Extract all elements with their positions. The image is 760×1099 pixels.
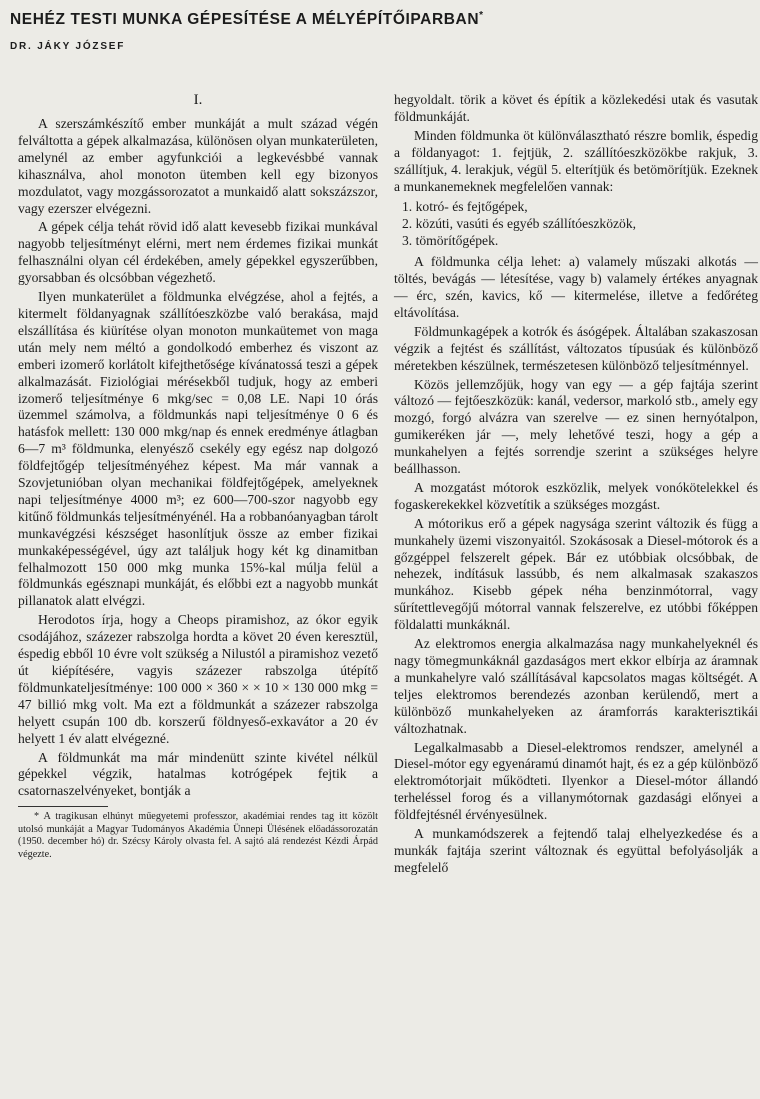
left-paragraph-5: A földmunkát ma már mindenütt szinte kivétel nélkül gépekkel végzik, hatalmas kotrógépek fejtik a csatornaszelvényeket, bontják a: [18, 749, 378, 799]
article-title-text: NEHÉZ TESTI MUNKA GÉPESÍTÉSE A MÉLYÉPÍTŐIPARBAN: [10, 11, 480, 29]
right-column: [394, 92, 758, 879]
list-item: 3. tömörítőgépek.: [402, 233, 499, 249]
left-paragraph-3: Ilyen munkaterület a földmunka elvégzése, ahol a fejtés, a kitermelt földanyagnak szállítóeszközbe való berakása, majd elszállítása és kiürítése olyan monoton munkaütemet von maga után mely nem méltó a gondolkodó emberhez és viszont az emberi izomerő korlátolt kifejthetősége kívánatossá teszi a gépek alkalmazását. Fiziológiai mérésekből tudjuk, hogy az emberi izomerő teljesítménye 6 mkg/sec = 0,08 LE. Napi 10 órás üzemmel számolva, a földmunkás napi teljesítménye 0 6 és hatásfok mellett: 130 000 mkg/nap és ennek eredménye átlagban 6—7 m³ földmunka, elenyésző csekély egy egész nap dolgozó földfejtőgép teljesítményéhez képest. Ma már vannak a Szovjetunióban olyan mechanikai földfejtőgépek, amelyeknek napi teljesítménye 4000 m³; ez 600—700-szor nagyobb egy kitűnő földmunkás teljesítményénél. Ha a robbanóanyagban tárolt munkavégzési készséget hasonlítjuk össze az ember fizikai munkaképességével, úgy azt találjuk hogy két kg dinamitban felhalmozott 150 000 mkg munka 15%-kal múlja felül a földmunkás egésznapi munkáját, és előbbi ezt a nagyobb munkát pillanatok alatt elvégzi.: [18, 289, 378, 609]
list-item: 2. közúti, vasúti és egyéb szállítóeszközök,: [402, 216, 637, 232]
list-item: 1. kotró- és fejtőgépek,: [402, 199, 528, 215]
right-paragraph-1: hegyoldalt. törik a követ és építik a közlekedési utak és vasutak földmunkáját.: [394, 92, 758, 124]
right-paragraph-3: A földmunka célja lehet: a) valamely műszaki alkotás — töltés, bevágás — létesítése, vagy b) valamely értékes anyagnak — érc, szén, kavics, kő — kitermelése, illetve a fedőréteg eltávolítása.: [394, 254, 758, 320]
right-paragraph-10: A munkamódszerek a fejtendő talaj elhelyezkedése és a munkák fajtája szerint változnak és együttal befolyásolják a megfelelő: [394, 826, 758, 875]
right-paragraph-7: A mótorikus erő a gépek nagysága szerint változik és függ a munkahely üzemi viszonyaitól. Szokásosak a Diesel-mótorok és a gőzgéppel felszerelt gépek. Bár ez utóbbiak olcsóbbak, de nehezek, indításuk lassúbb, és nem alkalmasak szakaszos munkához. Kisebb gépek néha benzinmótorral, vagy sűrítettlevegőjű mótorral vannak felszerelve, ez utóbbi főképpen földalatti munkáknál.: [394, 515, 758, 633]
article-author: DR. JÁKY JÓZSEF: [10, 41, 126, 53]
left-paragraph-4: Herodotos írja, hogy a Cheops piramishoz, az ókor egyik csodájához, százezer rabszolga hordta a követ 20 éven keresztül, éspedig ebből 10 évre volt szükség a Nilustól a piramishoz vezető út kiépítésére, vagyis százezer rabszolga útépítő földmunkateljesítménye: 100 000 × 360 × × 10 × 130 000 mkg = 47 billió mkg volt. Ma ezt a földmunkát a százezer rabszolga helyett csupán 100 db. korszerű földnyeső-exkavátor a 20 év helyett 1 év alatt elvégezné.: [18, 612, 378, 746]
title-footnote-mark: *: [479, 10, 484, 21]
right-paragraph-8: Az elektromos energia alkalmazása nagy munkahelyeknél és nagy tömegmunkáknál gazdaságos mert ekkor elbírja az áramnak a munkahelyre való szállításával kapcsolatos magas költségét. A teljes elektromos berendezés azonban kerülendő, mert a különböző munkahelyeken az áramforrás karakterisztikái változhatnak.: [394, 636, 758, 736]
left-paragraph-1: A szerszámkészítő ember munkáját a mult század végén felváltotta a gépek alkalmazása, különösen olyan munkaterületen, amelynél az ember agyfunkciói a legkevésbbé vannak kihasználva, ahol monoton ütemben kell egy bizonyos mozdulatot, vagy mozgássorozatot a munkaidő alatt sokszázszor, vagy ezerszer elvégezni.: [18, 116, 378, 216]
section-number: I.: [193, 92, 203, 108]
right-paragraph-4: Földmunkagépek a kotrók és ásógépek. Általában szakaszosan végzik a fejtést és szállítást, változatos típusúak és különböző méretekben készülnek, természetesen különböző teljesítménnyel.: [394, 323, 758, 373]
footnote-divider: [18, 806, 108, 807]
machine-type-list: [402, 199, 758, 250]
right-paragraph-5: Közös jellemzőjük, hogy van egy — a gép fajtája szerint változó — fejtőeszközük: kanál, vedersor, markoló stb., amely egy mozgó, forgó alvázra van szerelve — ez sinen hernyótalpon, gumikeréken jár —, mely lehetővé teszi, hogy a gép a munkahelyen a fejtés sorrendje szerint a szükséges helyre beállhasson.: [394, 376, 758, 477]
left-paragraph-2: A gépek célja tehát rövid idő alatt kevesebb fizikai munkával nagyobb teljesítményt elérni, mert nem érdemes fizikai munkát felhasználni olyan cél érdekében, amely gépekkel egyszerűbben, gyorsabban és olcsóbban végezhető.: [18, 219, 378, 286]
right-paragraph-9: Legalkalmasabb a Diesel-elektromos rendszer, amelynél a Diesel-mótor egy egyenáramú dinamót hajt, és ez a gép különböző elektromótorjait működteti. Ilyenkor a Diesel-mótor állandó terheléssel forog és a villanymótornak gazdasági előnyei a földfejtésnél érvényesülnek.: [394, 739, 758, 823]
right-paragraph-2: Minden földmunka öt különválasztható részre bomlik, éspedig a földanyagot: 1. fejtjük, 2. szállítóeszközökbe rakjuk, 3. szállítjuk, 4. lerakjuk, végül 5. elterítjük és betömörítjük. Ezeknek a munkanemeknek megfelelően vannak:: [394, 127, 758, 194]
article-title: [10, 6, 754, 30]
footnote: * A tragikusan elhúnyt műegyetemi professzor, akadémiai rendes tag itt közölt utolsó munkáját a Magyar Tudományos Akadémia Ünnepi Ülésének előadássorozatán (1950. december hó) dr. Szécsy Károly olvasta fel. A sajtó alá rendezést Kézdi Árpád végezte.: [18, 811, 378, 861]
left-column: [18, 116, 378, 862]
right-paragraph-6: A mozgatást mótorok eszközlik, melyek vonókötelekkel és fogaskerekekkel közvetítik a szükséges mozgást.: [394, 479, 758, 512]
